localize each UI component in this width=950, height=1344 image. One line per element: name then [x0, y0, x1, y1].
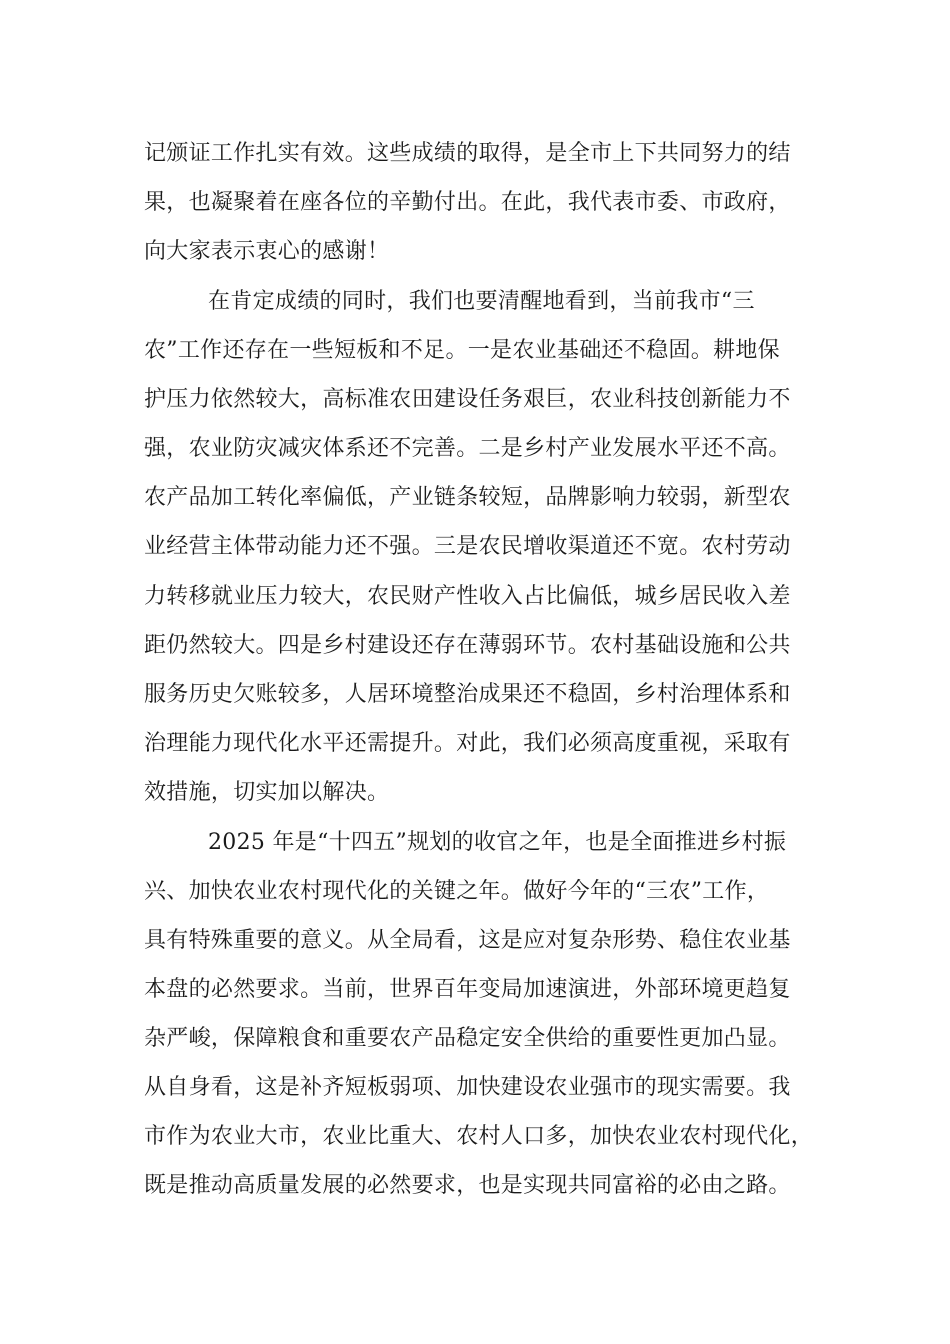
paragraph-3-line-7: 市作为农业大市，农业比重大、农村人口多，加快农业农村现代化， — [144, 1124, 814, 1149]
paragraph-2-line-6: 业经营主体带动能力还不强。三是农民增收渠道还不宽。农村劳动 — [144, 534, 791, 559]
paragraph-3-line-8: 既是推动高质量发展的必然要求，也是实现共同富裕的必由之路。 — [144, 1173, 791, 1198]
paragraph-3-line-3: 具有特殊重要的意义。从全局看，这是应对复杂形势、稳住农业基 — [144, 928, 791, 953]
paragraph-2-line-1: 在肯定成绩的同时，我们也要清醒地看到，当前我市“三 — [208, 289, 755, 314]
paragraph-3-line-4: 本盘的必然要求。当前，世界百年变局加速演进，外部环境更趋复 — [144, 977, 791, 1002]
paragraph-2-line-3: 护压力依然较大，高标准农田建设任务艰巨，农业科技创新能力不 — [144, 387, 791, 412]
paragraph-2-line-5: 农产品加工转化率偏低，产业链条较短，品牌影响力较弱，新型农 — [144, 485, 791, 510]
paragraph-3-line-6: 从自身看，这是补齐短板弱项、加快建设农业强市的现实需要。我 — [144, 1075, 791, 1100]
paragraph-1-line-3: 向大家表示衷心的感谢！ — [144, 239, 390, 264]
paragraph-2-line-10: 治理能力现代化水平还需提升。对此，我们必须高度重视，采取有 — [144, 731, 791, 756]
paragraph-1-line-2: 果，也凝聚着在座各位的辛勤付出。在此，我代表市委、市政府， — [144, 190, 791, 215]
paragraph-3-line-2: 兴、加快农业农村现代化的关键之年。做好今年的“三农”工作， — [144, 879, 770, 904]
paragraph-2-line-9: 服务历史欠账较多，人居环境整治成果还不稳固，乡村治理体系和 — [144, 682, 791, 707]
paragraph-2-line-2: 农”工作还存在一些短板和不足。一是农业基础还不稳固。耕地保 — [144, 338, 780, 363]
paragraph-2-line-8: 距仍然较大。四是乡村建设还存在薄弱环节。农村基础设施和公共 — [144, 633, 791, 658]
paragraph-3-line-5: 杂严峻，保障粮食和重要农产品稳定安全供给的重要性更加凸显。 — [144, 1026, 791, 1051]
paragraph-1-line-1: 记颁证工作扎实有效。这些成绩的取得，是全市上下共同努力的结 — [144, 141, 791, 166]
paragraph-2-line-11: 效措施，切实加以解决。 — [144, 780, 390, 805]
paragraph-2-line-4: 强，农业防灾减灾体系还不完善。二是乡村产业发展水平还不高。 — [144, 436, 791, 461]
paragraph-2-line-7: 力转移就业压力较大，农民财产性收入占比偏低，城乡居民收入差 — [144, 584, 791, 609]
paragraph-3-line-1: 2025 年是“十四五”规划的收官之年，也是全面推进乡村振 — [208, 830, 787, 855]
